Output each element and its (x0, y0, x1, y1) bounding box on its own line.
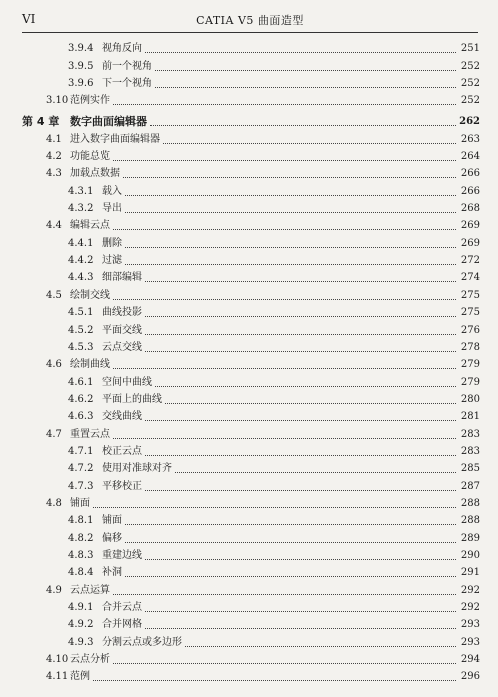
dot-leader (113, 593, 456, 595)
toc-number: 4.9 (46, 584, 62, 596)
toc-number: 4.6.1 (68, 376, 94, 388)
toc-page: 280 (460, 393, 480, 405)
toc-page: 252 (460, 78, 480, 90)
toc-subsection (0, 529, 498, 546)
toc-section (0, 651, 498, 668)
dot-leader (125, 211, 456, 213)
toc-page: 262 (459, 116, 480, 128)
toc-number: 4.8.3 (68, 549, 94, 561)
toc-subsection (0, 373, 498, 390)
dot-leader (165, 402, 456, 404)
dot-leader (145, 558, 456, 560)
toc-number: 4.5 (46, 289, 62, 301)
toc-title: 校正云点 (102, 445, 142, 457)
toc-section (0, 148, 498, 165)
toc-number: 3.10 (46, 95, 69, 107)
toc-subsection (0, 40, 498, 57)
toc-page: 289 (460, 532, 480, 544)
dot-leader (150, 124, 456, 126)
toc-number: 4.5.2 (68, 324, 94, 336)
dot-leader (125, 541, 456, 543)
toc-chapter (0, 109, 498, 130)
toc-page: 292 (460, 584, 480, 596)
toc-section (0, 581, 498, 598)
toc-subsection (0, 200, 498, 217)
toc-page: 288 (460, 515, 480, 527)
toc-page: 279 (460, 359, 480, 371)
toc-number: 4.4.2 (68, 255, 94, 267)
toc-subsection (0, 234, 498, 251)
toc-title: 数字曲面编辑器 (70, 115, 147, 129)
toc-title: 重置云点 (70, 428, 110, 440)
toc-subsection (0, 252, 498, 269)
dot-leader (113, 662, 456, 664)
toc-number: 4.5.3 (68, 341, 94, 353)
toc-number: 4.8.2 (68, 532, 94, 544)
toc-subsection (0, 477, 498, 494)
dot-leader (113, 228, 456, 230)
toc-title: 前一个视角 (102, 60, 152, 72)
toc-subsection (0, 512, 498, 529)
toc-section (0, 286, 498, 303)
toc-page: 281 (460, 411, 480, 423)
toc-page: 279 (460, 376, 480, 388)
dot-leader (145, 350, 456, 352)
dot-leader (125, 263, 456, 265)
toc-page: 251 (460, 43, 480, 55)
toc-title: 导出 (102, 203, 122, 215)
toc-title: 空间中曲线 (102, 376, 152, 388)
toc-number: 4.8.4 (68, 567, 94, 579)
toc-page: 296 (460, 671, 480, 683)
toc-title: 范例实作 (70, 95, 110, 107)
toc-title: 平移校正 (102, 480, 142, 492)
page-header (22, 10, 478, 33)
toc-number: 4.4 (46, 220, 62, 232)
toc-number: 4.6.3 (68, 411, 94, 423)
toc-subsection (0, 321, 498, 338)
toc-page: 264 (460, 151, 480, 163)
dot-leader (125, 575, 456, 577)
toc-subsection (0, 443, 498, 460)
dot-leader (145, 610, 456, 612)
toc-subsection (0, 408, 498, 425)
toc-title: 载入 (102, 185, 122, 197)
toc-number: 4.8.1 (68, 515, 94, 527)
toc-title: 云点运算 (70, 584, 110, 596)
page-number: VI (22, 12, 36, 26)
dot-leader (93, 679, 456, 681)
toc-subsection (0, 391, 498, 408)
toc-page: 275 (460, 307, 480, 319)
dot-leader (145, 419, 456, 421)
dot-leader (145, 627, 456, 629)
toc-title: 加载点数据 (70, 168, 120, 180)
toc-title: 分割云点或多边形 (102, 636, 182, 648)
toc-number: 4.9.2 (68, 619, 94, 631)
toc-number: 4.7.1 (68, 445, 94, 457)
toc-number: 4.3.2 (68, 203, 94, 215)
toc-page: 274 (460, 272, 480, 284)
toc-page: 266 (460, 168, 480, 180)
toc-page: 283 (460, 445, 480, 457)
dot-leader (125, 523, 456, 525)
dot-leader (113, 367, 456, 369)
dot-leader (163, 142, 456, 144)
toc-title: 绘制曲线 (70, 359, 110, 371)
toc-page: 275 (460, 289, 480, 301)
toc-title: 绘制交线 (70, 289, 110, 301)
toc-number: 4.3 (46, 168, 62, 180)
dot-leader (175, 471, 456, 473)
toc-subsection (0, 460, 498, 477)
toc-number: 3.9.4 (68, 43, 94, 55)
toc-page: 276 (460, 324, 480, 336)
dot-leader (185, 645, 456, 647)
toc-page: 292 (460, 602, 480, 613)
toc-number: 4.3.1 (68, 185, 94, 197)
toc-section (0, 668, 498, 685)
toc-subsection (0, 182, 498, 199)
toc-number: 4.5.1 (68, 307, 94, 319)
dot-leader (113, 159, 456, 161)
toc-page: 290 (460, 549, 480, 561)
toc-page: 263 (460, 133, 480, 145)
toc-page: 268 (460, 203, 480, 215)
toc-number: 4.4.1 (68, 237, 94, 249)
toc-section (0, 130, 498, 147)
dot-leader (125, 246, 456, 248)
toc-number: 4.8 (46, 497, 62, 509)
toc-page: 269 (460, 220, 480, 232)
toc-subsection (0, 599, 498, 616)
dot-leader (155, 69, 456, 71)
toc-title: 平面上的曲线 (102, 393, 162, 405)
toc-title: 过滤 (102, 255, 122, 267)
toc-number: 4.4.3 (68, 272, 94, 284)
toc-title: 范例 (70, 671, 90, 683)
toc-title: 进入数字曲面编辑器 (70, 133, 160, 145)
toc-title: 铺面 (70, 497, 90, 509)
toc-title: 补洞 (102, 567, 122, 579)
toc-page: 288 (460, 497, 480, 509)
toc-number: 4.9.3 (68, 636, 94, 648)
dot-leader (93, 506, 456, 508)
toc-page: 293 (460, 636, 480, 648)
toc-subsection (0, 564, 498, 581)
toc-title: 偏移 (102, 532, 122, 544)
toc-page: 266 (460, 185, 480, 197)
toc-number: 4.6.2 (68, 393, 94, 405)
dot-leader (145, 51, 456, 53)
toc-title: 合并网格 (102, 619, 142, 631)
toc-number: 4.7 (46, 428, 62, 440)
dot-leader (145, 454, 456, 456)
toc-section (0, 92, 498, 109)
toc-page: 291 (460, 567, 480, 579)
toc-subsection (0, 547, 498, 564)
dot-leader (113, 437, 456, 439)
toc-title: 云点分析 (70, 654, 110, 666)
toc-number: 4.2 (46, 151, 62, 163)
toc-title: 合并云点 (102, 602, 142, 613)
toc-title: 编辑云点 (70, 220, 110, 232)
toc-subsection (0, 57, 498, 74)
dot-leader (125, 194, 456, 196)
toc-subsection (0, 339, 498, 356)
dot-leader (155, 385, 456, 387)
toc-title: 平面交线 (102, 324, 142, 336)
toc-number: 第 4 章 (22, 115, 60, 129)
dot-leader (145, 333, 456, 335)
toc-number: 4.11 (46, 671, 69, 683)
toc-number: 4.10 (46, 654, 69, 666)
toc-number: 4.7.3 (68, 480, 94, 492)
toc-title: 铺面 (102, 515, 122, 527)
toc-number: 4.7.2 (68, 463, 94, 475)
toc-subsection (0, 269, 498, 286)
dot-leader (113, 298, 456, 300)
toc-title: 交线曲线 (102, 411, 142, 423)
toc-title: 功能总览 (70, 151, 110, 163)
toc-section (0, 495, 498, 512)
toc-title: 重建边线 (102, 549, 142, 561)
toc-title: 细部编辑 (102, 272, 142, 284)
toc-section (0, 217, 498, 234)
toc-page: 252 (460, 95, 480, 107)
toc-number: 4.1 (46, 133, 62, 145)
toc-title: 视角反向 (102, 43, 142, 55)
toc-number: 4.9.1 (68, 602, 94, 613)
toc-title: 删除 (102, 237, 122, 249)
toc-page: 283 (460, 428, 480, 440)
toc-subsection (0, 75, 498, 92)
dot-leader (145, 489, 456, 491)
toc-number: 4.6 (46, 359, 62, 371)
toc-page: 293 (460, 619, 480, 631)
dot-leader (145, 315, 456, 317)
toc-page: 294 (460, 654, 480, 666)
dot-leader (123, 176, 456, 178)
toc-page: 287 (460, 480, 480, 492)
toc-title: 下一个视角 (102, 78, 152, 90)
dot-leader (113, 103, 456, 105)
toc-page: 285 (460, 463, 480, 475)
toc-page: 272 (460, 255, 480, 267)
toc-section (0, 356, 498, 373)
toc-section (0, 165, 498, 182)
toc-page: 252 (460, 60, 480, 72)
toc-page: 278 (460, 341, 480, 353)
toc-subsection (0, 304, 498, 321)
toc-number: 3.9.6 (68, 78, 94, 90)
toc-subsection (0, 616, 498, 633)
toc-subsection (0, 633, 498, 650)
dot-leader (155, 86, 456, 88)
table-of-contents (0, 40, 498, 685)
dot-leader (145, 280, 456, 282)
toc-number: 3.9.5 (68, 60, 94, 72)
toc-title: 云点交线 (102, 341, 142, 353)
toc-title: 使用对准球对齐 (102, 463, 172, 475)
running-title: CATIA V5 曲面造型 (196, 14, 304, 27)
toc-section (0, 425, 498, 442)
toc-page: 269 (460, 237, 480, 249)
toc-title: 曲线投影 (102, 307, 142, 319)
